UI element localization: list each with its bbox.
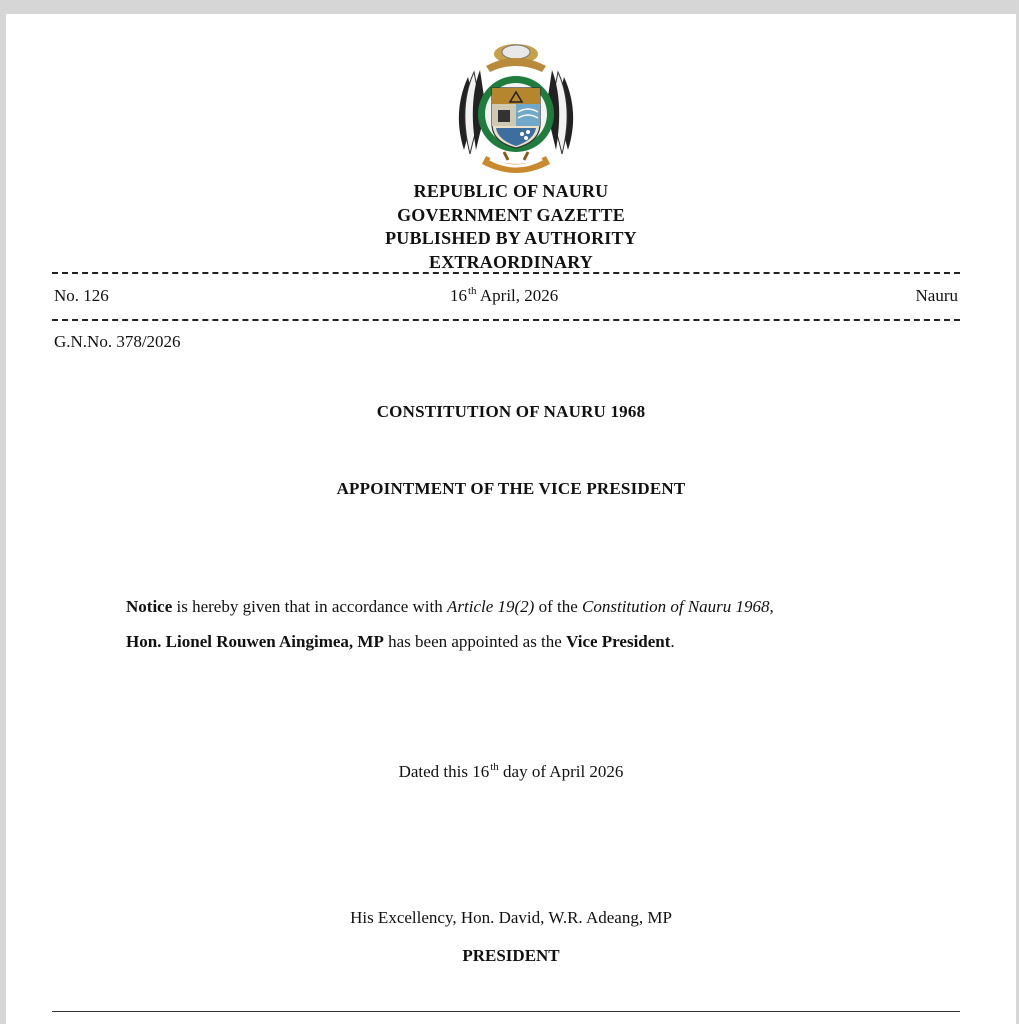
nauru-coat-of-arms-icon <box>446 32 586 182</box>
gazette-place: Nauru <box>915 286 958 305</box>
gazette-number: No. 126 <box>54 286 109 305</box>
signatory-title: PRESIDENT <box>462 946 560 965</box>
notice-text: has been appointed as the <box>383 632 567 651</box>
notice-text: is hereby given that in accordance with <box>172 597 447 616</box>
dashed-divider <box>52 319 960 321</box>
notice-title: APPOINTMENT OF THE VICE PRESIDENT <box>336 479 686 498</box>
signatory-name: His Excellency, Hon. David, W.R. Adeang, MP <box>350 908 672 927</box>
gazette-page <box>6 14 1016 1024</box>
notice-text: . <box>670 632 675 651</box>
dated-rest: day of April 2026 <box>503 762 624 781</box>
notice-paragraph <box>126 589 926 659</box>
article-reference: Article 19(2) <box>447 597 535 616</box>
date-day: 16 <box>450 286 467 305</box>
date-rest: April, 2026 <box>479 286 559 305</box>
office-name: Vice President <box>566 632 671 651</box>
gazette-masthead <box>6 180 1016 274</box>
dated-line <box>6 762 1016 782</box>
masthead-line: GOVERNMENT GAZETTE <box>397 204 625 225</box>
footer-rule <box>52 1011 960 1012</box>
appointee-name: Hon. Lionel Rouwen Aingimea, MP <box>126 632 384 651</box>
dashed-divider <box>52 272 960 274</box>
notice-word: Notice <box>126 597 173 616</box>
act-heading: CONSTITUTION OF NAURU 1968 <box>376 402 646 421</box>
masthead-line: EXTRAORDINARY <box>429 251 593 272</box>
dated-prefix: Dated this 16 <box>398 762 490 781</box>
masthead-line: PUBLISHED BY AUTHORITY <box>385 228 637 248</box>
dated-suffix: th <box>490 761 499 773</box>
masthead-line: REPUBLIC OF NAURU <box>413 181 609 201</box>
gazette-date <box>450 286 558 306</box>
date-suffix: th <box>468 285 477 297</box>
gn-number: G.N.No. 378/2026 <box>54 332 181 351</box>
constitution-reference: Constitution of Nauru 1968, <box>582 597 774 616</box>
notice-text: of the <box>534 597 583 616</box>
